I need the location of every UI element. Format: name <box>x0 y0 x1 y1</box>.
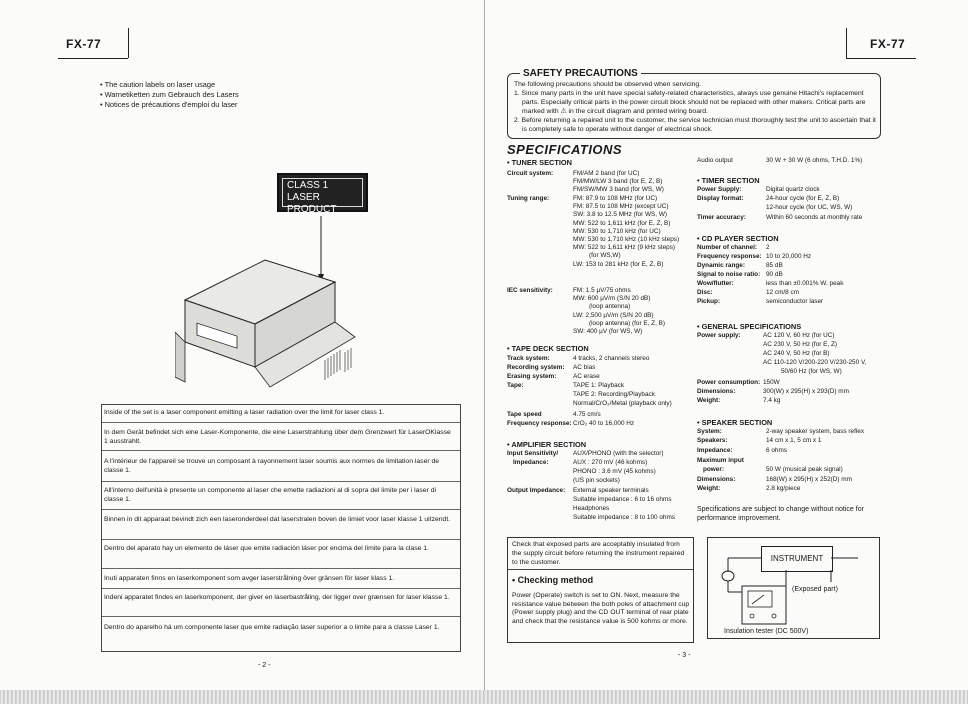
spec-label: Speakers: <box>697 437 728 444</box>
spec-label: Maximum input <box>697 457 744 464</box>
spec-label: Pickup: <box>697 298 721 305</box>
lang-french: A l'intérieur de l'appareil se trouve un composant à rayonnement laser soumis aux normes de limitation laser de classe 1. <box>104 458 440 474</box>
header-rule-right <box>846 28 847 58</box>
laser-label-line1: CLASS 1 <box>287 180 329 191</box>
spec-label: Power supply: <box>697 332 741 339</box>
spec-label: Weight: <box>697 485 721 492</box>
spec-value: semiconductor laser <box>766 298 824 305</box>
scan-edge <box>0 690 968 704</box>
audio-output-label: Audio output <box>697 157 733 164</box>
spec-value: 150W <box>763 379 780 386</box>
iec-sensitivity-label: IEC sensitivity: <box>507 287 553 294</box>
specifications-heading: SPECIFICATIONS <box>507 142 623 157</box>
spec-value: 24-hour cycle (for E, Z, B) <box>766 195 840 202</box>
spec-line: (for WS,W) <box>589 252 621 260</box>
spec-line: MW: 522 to 1,611 kHz (9 kHz steps) <box>573 244 676 252</box>
caution-item: • The caution labels on laser usage <box>100 80 239 90</box>
spec-value: Within 60 seconds at monthly rate <box>766 214 863 221</box>
spec-label: Number of channel: <box>697 244 758 251</box>
lang-spanish: Dentro del aparato hay un elemento de láser que emite radiación láser por encima del límite para la clase 1. <box>104 545 429 552</box>
spec-value: 2-way speaker system, bass reflex <box>766 428 865 435</box>
spec-label: Track system: <box>507 355 550 362</box>
spec-value: 4 tracks, 2 channels stereo <box>573 355 650 362</box>
lang-german: In dem Gerät befindet sich eine Laser-Komponente, die eine Laserstrahlung über dem Grenzwert für LaserOKlasse 1 ausstrahlt. <box>104 429 451 445</box>
spec-value: Headphones <box>573 505 610 512</box>
spec-label: Timer accuracy: <box>697 214 746 221</box>
spec-label: Power consumption: <box>697 379 761 386</box>
cd-section-title: • CD PLAYER SECTION <box>697 234 779 243</box>
safety-item-2: 2. Before returning a repaired unit to the customer, the service technician must thoroughly test the unit to ascertain that it is completely safe to operate without danger of electrical shock. <box>514 117 876 133</box>
spec-value: less than ±0.001% W. peak <box>766 280 844 287</box>
safety-intro: The following precautions should be observed when servicing. <box>514 81 702 88</box>
amplifier-section-title: • AMPLIFIER SECTION <box>507 440 587 449</box>
spec-label: Input Sensitivity/ <box>507 450 559 457</box>
spec-line: (loop antenna) (for E, Z, B) <box>589 319 666 327</box>
checking-method-body: Power (Operate) switch is set to ON. Next, measure the resistance value between the both poles of attachment cup (Power supply plug) and the CD OUT terminal of rear plate and check that the resistance value is 500 kohms or more. <box>512 592 690 625</box>
spec-line: FM/AM 2 band (for UC) <box>573 170 640 177</box>
timer-section-title: • TIMER SECTION <box>697 176 760 185</box>
spec-line: LW: 2,500 µV/m (S/N 20 dB) <box>573 311 654 319</box>
spec-line: FM: 87.9 to 108 MHz (for UC) <box>573 195 658 202</box>
tuning-range-values <box>573 195 679 269</box>
laser-class-label <box>277 173 368 215</box>
spec-label: Dimensions: <box>697 388 736 395</box>
caution-item: • Notices de précautions d'emploi du laser <box>100 100 239 110</box>
spec-value: AC 110-120 V/200-220 V/230-250 V, <box>763 359 867 366</box>
insulation-check-box <box>507 537 694 643</box>
spec-value: (US pin sockets) <box>573 477 620 484</box>
iec-sensitivity-values <box>573 287 665 336</box>
lang-swedish: Inuti apparaten finns en laserkomponent som avger laserstrålning över gränsen för laser klass 1. <box>104 575 395 582</box>
spec-value: 10 to 20,000 Hz <box>766 253 812 260</box>
spec-line: MW: 600 µV/m (S/N 20 dB) <box>573 295 651 303</box>
spec-value: 168(W) x 295(H) x 252(D) mm <box>766 476 852 483</box>
spec-line: FM: 1.5 µV/75 ohms <box>573 287 631 294</box>
spec-value: 14 cm x 1, 5 cm x 1 <box>766 437 822 444</box>
change-notice: Specifications are subject to change without notice for performance improvement. <box>697 506 864 522</box>
spec-label: Tape speed <box>507 411 542 418</box>
spec-line: LW: 153 to 281 kHz (for E, Z, B) <box>573 260 664 268</box>
general-section-title: • GENERAL SPECIFICATIONS <box>697 322 802 331</box>
spec-value: Suitable impedance : 8 to 100 ohms <box>573 514 675 521</box>
laser-label-line2: LASER PRODUCT <box>287 192 337 215</box>
spec-line: FM/SW/MW 3 band (for WS, W) <box>573 186 664 194</box>
spec-label: Signal to noise ratio: <box>697 271 761 278</box>
safety-title: SAFETY PRECAUTIONS <box>520 68 641 79</box>
header-underline-right <box>846 58 916 59</box>
audio-output-value: 30 W + 30 W (6 ohms, T.H.D. 1%) <box>766 157 863 164</box>
spec-value: Suitable impedance : 6 to 16 ohms <box>573 496 672 503</box>
spec-line: SW: 3.8 to 12.5 MHz (for WS, W) <box>573 211 667 219</box>
spec-value: 4.75 cm/s <box>573 411 601 418</box>
spec-value: CrO₂ 40 to 16,000 Hz <box>573 420 635 427</box>
spec-value: AC 120 V, 60 Hz (for UC) <box>763 332 835 339</box>
spec-value: Normal/CrO₂/Metal (playback only) <box>573 400 672 407</box>
spec-label: Erasing system: <box>507 373 557 380</box>
model-label-left: FX-77 <box>66 37 102 51</box>
tape-section-title: • TAPE DECK SECTION <box>507 344 589 353</box>
unit-side-module <box>175 332 185 382</box>
lang-dutch: Binnen in dit apparaat bevindt zich een laseronderdeel dat laserstralen boven de limiet voor laser klasse 1 uitzendt. <box>104 516 451 523</box>
insulation-tester-diagram <box>707 537 880 639</box>
safety-text <box>514 80 876 134</box>
spec-label: Frequency response: <box>697 253 762 260</box>
spec-value: AC 240 V, 50 Hz (for B) <box>763 350 830 357</box>
spec-value: 85 dB <box>766 262 783 269</box>
spec-value: 12-hour cycle (for UC, WS, W) <box>766 204 853 211</box>
spec-line: (loop antenna) <box>589 303 631 311</box>
page-gutter <box>484 0 485 690</box>
spec-label: Wow/flutter: <box>697 280 734 287</box>
speaker-section-title: • SPEAKER SECTION <box>697 418 773 427</box>
spec-label: Impedance: <box>697 447 733 454</box>
exposed-part-label: (Exposed part) <box>792 586 838 593</box>
spec-line: FM/MW/LW 3 band (for E, Z, B) <box>573 178 663 186</box>
spec-value: 90 dB <box>766 271 783 278</box>
spec-value: AUX/PHONO (with the selector) <box>573 450 664 457</box>
page-number-right: - 3 - <box>678 652 691 659</box>
model-label-right: FX-77 <box>870 37 906 51</box>
caution-item: • Warnetiketten zum Gebrauch des Lasers <box>100 90 239 100</box>
laser-warning-translations <box>101 404 461 652</box>
header-rule-left <box>128 28 129 58</box>
meter-dial <box>748 591 772 607</box>
spec-value: AC erase <box>573 373 600 380</box>
spec-value: 12 cm/8 cm <box>766 289 800 296</box>
page-number-left: - 2 - <box>258 662 271 669</box>
meter-needle <box>752 595 764 604</box>
spec-label: Output Impedance: <box>507 487 566 494</box>
spec-label: Dynamic range: <box>697 262 745 269</box>
spec-label: power: <box>703 466 724 473</box>
spec-value: 50 W (musical peak signal) <box>766 466 843 473</box>
stereo-unit-illustration <box>175 212 375 402</box>
spec-label: Disc: <box>697 289 713 296</box>
tester-caption: Insulation tester (DC 500V) <box>724 628 809 635</box>
plug-icon <box>722 571 734 581</box>
circuit-system-label: Circuit system: <box>507 170 554 177</box>
spec-label: Impedance: <box>513 459 549 466</box>
lang-portuguese: Dentro do aparelho há um componente laser que emite radiação laser superior a o limite para a classe Laser 1. <box>104 624 440 631</box>
tuner-section-title: • TUNER SECTION <box>507 158 573 167</box>
lang-english: Inside of the set is a laser component emitting a laser radiation over the limit for laser class 1. <box>104 409 385 416</box>
spec-value: TAPE 1: Playback <box>573 382 625 389</box>
spec-label: Display format: <box>697 195 744 202</box>
spec-value: AC bias <box>573 364 596 371</box>
spec-value: PHONO : 3.6 mV (45 kohms) <box>573 468 656 475</box>
spec-value: 2 <box>766 244 770 251</box>
spec-label: Dimensions: <box>697 476 736 483</box>
spec-label: Tape: <box>507 382 524 389</box>
spec-line: FM: 87.5 to 108 MHz (except UC) <box>573 203 669 211</box>
spec-label: System: <box>697 428 722 435</box>
spec-label: Weight: <box>697 397 721 404</box>
caution-labels-list <box>100 80 239 110</box>
lang-italian: All'interno dell'unità è presente un componente al laser che emette radiazioni al di sopra del limite per i laser di classe 1. <box>104 487 437 503</box>
header-underline-left <box>58 58 128 59</box>
spec-value: 6 ohms <box>766 447 787 454</box>
checking-method-title: • Checking method <box>512 575 594 585</box>
spec-line: MW: 530 to 1,710 kHz (for UC) <box>573 227 661 235</box>
tuning-range-label: Tuning range: <box>507 195 550 202</box>
spec-label: Power Supply: <box>697 186 742 193</box>
lang-danish: Indeni apparatet findes en laserkomponent, der giver en laserbastråling, der ligger over grænsen for laser klasse 1. <box>104 594 450 601</box>
spec-value: AUX : 270 mV (46 kohms) <box>573 459 648 466</box>
spec-value: 7.4 kg <box>763 397 781 404</box>
meter-body <box>742 586 786 624</box>
circuit-system-values <box>573 170 664 195</box>
spec-value: AC 230 V, 50 Hz (for E, Z) <box>763 341 837 348</box>
spec-value: External speaker terminals <box>573 487 649 494</box>
spec-value: 50/60 Hz (for WS, W) <box>781 368 842 375</box>
spec-label: Recording system: <box>507 364 565 371</box>
spec-line: MW: 530 to 1,710 kHz (10 kHz steps) <box>573 236 680 244</box>
spec-label: Frequency response: <box>507 420 572 427</box>
spec-line: MW: 522 to 1,611 kHz (for E, Z, B) <box>573 219 671 227</box>
spec-value: Digital quartz clock <box>766 186 820 193</box>
spec-line: SW: 400 µV (for WS, W) <box>573 328 643 336</box>
spec-value: 2.8 kg/piece <box>766 485 801 492</box>
instrument-box: INSTRUMENT <box>761 546 833 572</box>
spec-value: 300(W) x 295(H) x 293(D) mm <box>763 388 849 395</box>
safety-item-1: 1. Since many parts in the unit have special safety-related characteristics, always use genuine Hitachi's replacement parts. Especially critical parts in the power circuit block should not be replaced with other makers. Critical parts are marked with ⚠ in the circuit diagram and printed wiring board. <box>514 90 866 115</box>
spec-value: TAPE 2: Recording/Playback <box>573 391 655 398</box>
check-intro: Check that exposed parts are acceptably insulated from the supply circuit before returning the instrument repaired to the customer. <box>512 541 685 566</box>
